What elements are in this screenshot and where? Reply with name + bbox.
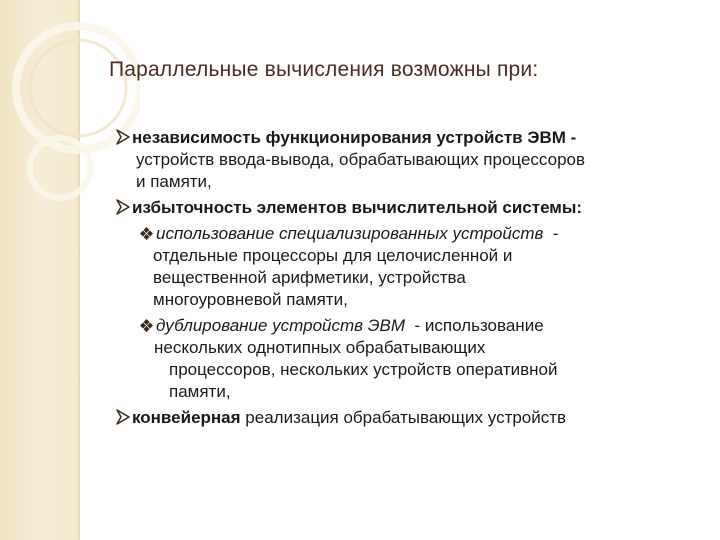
bullet-list [116, 127, 696, 429]
slide-title: Параллельные вычисления возможны при: [109, 58, 539, 81]
sub-item-lead-rest: - [543, 224, 559, 243]
sub-item-text: процессоров, нескольких устройств оперативной [169, 360, 558, 379]
list-item-lead: конвейерная [132, 408, 241, 427]
sub-list-item [116, 223, 696, 245]
list-item [116, 127, 696, 149]
list-item-text: устройств ввода-вывода, обрабатывающих процессоров [136, 150, 586, 169]
sub-item-text: отдельные процессоры для целочисленной и [153, 246, 513, 265]
list-item [116, 197, 696, 219]
list-item [116, 407, 696, 429]
arrow-bullet-icon [116, 129, 130, 145]
sub-item-lead: дублирование устройств ЭВМ [156, 316, 406, 335]
sub-item-text: нескольких однотипных обрабатывающих [154, 338, 486, 357]
list-item-lead: независимость функционирования устройств ЭВМ - [132, 128, 577, 147]
list-item-lead: избыточность элементов вычислительной системы: [132, 198, 583, 217]
list-item-text: и памяти, [136, 172, 212, 191]
sub-item-text: вещественной арифметики, устройства [153, 268, 466, 287]
list-item-lead-rest: реализация обрабатывающих устройств [240, 408, 567, 427]
sub-item-lead-rest: - использование [405, 316, 544, 335]
diamond-bullet-icon [139, 226, 154, 240]
sub-item-text: памяти, [169, 382, 231, 401]
sub-item-lead: использование специализированных устройств [156, 224, 544, 243]
arrow-bullet-icon [116, 199, 130, 215]
arrow-bullet-icon [116, 409, 130, 425]
sub-item-text: многоуровневой памяти, [153, 290, 348, 309]
sub-list-item [116, 315, 696, 337]
diamond-bullet-icon [139, 318, 154, 332]
